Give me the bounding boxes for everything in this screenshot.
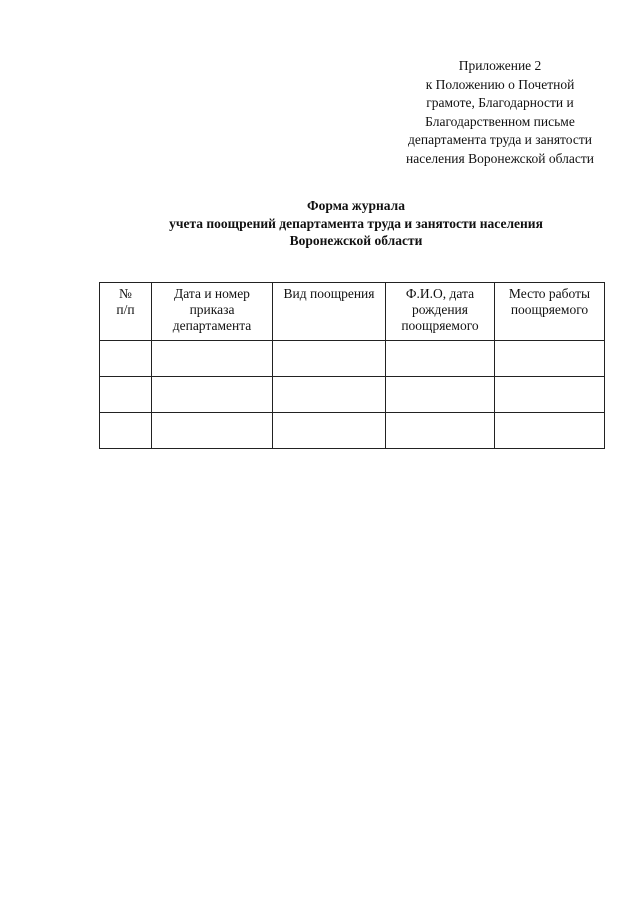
header-text: приказа (189, 302, 235, 317)
table-cell (273, 341, 386, 377)
form-title-line: учета поощрений департамента труда и занятости населения (169, 215, 543, 231)
header-text: Дата и номер (174, 286, 250, 301)
header-text: п/п (116, 302, 135, 317)
column-header-number (100, 283, 152, 341)
table-row (100, 413, 605, 449)
header-text: департамента (172, 318, 252, 333)
table-cell (495, 377, 605, 413)
appendix-note (390, 57, 610, 169)
header-text: рождения (411, 302, 468, 317)
appendix-line: Благодарственном письме (425, 113, 575, 129)
header-text: Место работы (508, 286, 591, 301)
form-title (100, 197, 612, 250)
appendix-line: Приложение 2 (458, 58, 542, 73)
appendix-line: населения Воронежской области (405, 150, 595, 166)
table-cell (495, 341, 605, 377)
table-cell (100, 413, 152, 449)
column-header-workplace (495, 283, 605, 341)
journal-table-body (100, 341, 605, 449)
header-text: поощряемого (510, 302, 589, 317)
table-cell (386, 413, 495, 449)
appendix-line: департамента труда и занятости (408, 132, 592, 148)
column-header-fio-birthdate (386, 283, 495, 341)
table-cell (495, 413, 605, 449)
appendix-line: к Положению о Почетной (425, 76, 575, 92)
table-row (100, 341, 605, 377)
form-title-line: Форма журнала (307, 198, 405, 213)
journal-table-header (100, 283, 605, 341)
header-text: Вид поощрения (283, 286, 375, 301)
table-cell (152, 413, 273, 449)
header-text: Ф.И.О, дата (405, 286, 475, 301)
table-cell (100, 341, 152, 377)
table-cell (273, 377, 386, 413)
table-cell (386, 377, 495, 413)
table-cell (386, 341, 495, 377)
journal-table (99, 282, 605, 449)
column-header-order-date-number (152, 283, 273, 341)
form-title-line: Воронежской области (289, 233, 423, 248)
table-cell (152, 377, 273, 413)
table-cell (152, 341, 273, 377)
header-row (100, 283, 605, 341)
header-text: № (119, 286, 132, 301)
table-row (100, 377, 605, 413)
table-cell (100, 377, 152, 413)
table-cell (273, 413, 386, 449)
column-header-award-type (273, 283, 386, 341)
appendix-line: грамоте, Благодарности и (426, 95, 574, 111)
header-text: поощряемого (401, 318, 479, 333)
